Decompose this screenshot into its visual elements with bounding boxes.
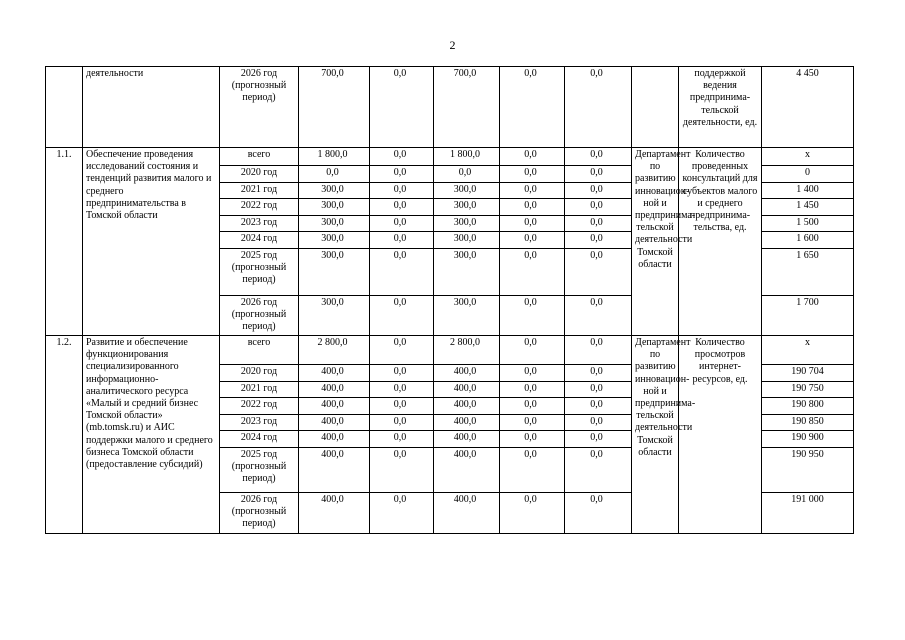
regional-cell: 1 800,0 (434, 148, 500, 166)
regional-cell: 400,0 (434, 431, 500, 448)
target-cell: 1 700 (762, 296, 854, 336)
year-cell: 2020 год (220, 365, 299, 382)
extra-budget-cell: 0,0 (565, 67, 632, 148)
target-cell: 1 400 (762, 183, 854, 199)
total-cell: 300,0 (299, 183, 370, 199)
event-name-cell: Обеспечение проведения исследований состояния и тенденций развития малого и среднего предпринимательства в Томской области (83, 148, 220, 336)
extra-budget-cell: 0,0 (565, 382, 632, 398)
regional-cell: 700,0 (434, 67, 500, 148)
extra-budget-cell: 0,0 (565, 336, 632, 365)
extra-budget-cell: 0,0 (565, 148, 632, 166)
local-cell: 0,0 (500, 232, 565, 249)
extra-budget-cell: 0,0 (565, 296, 632, 336)
total-cell: 300,0 (299, 296, 370, 336)
local-cell: 0,0 (500, 296, 565, 336)
total-cell: 400,0 (299, 493, 370, 534)
total-cell: 300,0 (299, 216, 370, 232)
total-cell: 400,0 (299, 448, 370, 493)
table-row (46, 148, 899, 166)
regional-cell: 300,0 (434, 249, 500, 296)
federal-cell: 0,0 (370, 365, 434, 382)
year-cell: 2026 год (прогнозный период) (220, 493, 299, 534)
local-cell: 0,0 (500, 166, 565, 183)
executor-cell: Департамент по развитию инновацион-ной и предпринима-тельской деятельности Томской области (632, 148, 679, 336)
extra-budget-cell: 0,0 (565, 183, 632, 199)
executor-cell: Департамент по развитию инновацион-ной и предпринима-тельской деятельности Томской области (632, 336, 679, 534)
federal-cell: 0,0 (370, 448, 434, 493)
local-cell: 0,0 (500, 216, 565, 232)
extra-budget-cell: 0,0 (565, 398, 632, 415)
local-cell: 0,0 (500, 183, 565, 199)
local-cell: 0,0 (500, 431, 565, 448)
table-row (46, 336, 899, 365)
table-body (46, 67, 899, 534)
year-cell: 2022 год (220, 199, 299, 216)
extra-budget-cell: 0,0 (565, 493, 632, 534)
total-cell: 400,0 (299, 398, 370, 415)
year-cell: 2022 год (220, 398, 299, 415)
local-cell: 0,0 (500, 382, 565, 398)
target-cell: 1 600 (762, 232, 854, 249)
federal-cell: 0,0 (370, 232, 434, 249)
regional-cell: 300,0 (434, 183, 500, 199)
federal-cell: 0,0 (370, 67, 434, 148)
regional-cell: 300,0 (434, 216, 500, 232)
local-cell: 0,0 (500, 448, 565, 493)
local-cell: 0,0 (500, 493, 565, 534)
target-cell: х (762, 336, 854, 365)
extra-budget-cell: 0,0 (565, 199, 632, 216)
local-cell: 0,0 (500, 365, 565, 382)
extra-budget-cell: 0,0 (565, 216, 632, 232)
page-number: 2 (449, 38, 456, 52)
event-name-cell: деятельности (83, 67, 220, 148)
federal-cell: 0,0 (370, 183, 434, 199)
federal-cell: 0,0 (370, 249, 434, 296)
year-cell: 2023 год (220, 216, 299, 232)
year-cell: 2025 год (прогнозный период) (220, 249, 299, 296)
local-cell: 0,0 (500, 398, 565, 415)
year-cell: 2021 год (220, 183, 299, 199)
total-cell: 300,0 (299, 199, 370, 216)
year-cell: 2024 год (220, 232, 299, 249)
target-cell: 191 000 (762, 493, 854, 534)
regional-cell: 400,0 (434, 448, 500, 493)
table-row (46, 67, 899, 148)
regional-cell: 400,0 (434, 493, 500, 534)
total-cell: 300,0 (299, 249, 370, 296)
extra-budget-cell: 0,0 (565, 448, 632, 493)
target-cell: 190 800 (762, 398, 854, 415)
total-cell: 400,0 (299, 382, 370, 398)
year-cell: 2023 год (220, 415, 299, 431)
program-table (45, 66, 899, 534)
regional-cell: 400,0 (434, 415, 500, 431)
federal-cell: 0,0 (370, 199, 434, 216)
federal-cell: 0,0 (370, 296, 434, 336)
target-cell: 190 850 (762, 415, 854, 431)
year-cell: 2026 год (прогнозный период) (220, 67, 299, 148)
year-cell: 2024 год (220, 431, 299, 448)
row-number-cell (46, 67, 83, 148)
federal-cell: 0,0 (370, 431, 434, 448)
target-cell: 190 950 (762, 448, 854, 493)
year-cell: всего (220, 336, 299, 365)
event-name-cell: Развитие и обеспечение функционирования специализированного информационно-аналитического ресурса «Малый и средний бизнес Томской области» (mb.tomsk.ru) и АИС поддержки малого и среднего бизнеса Томской области (предоставление субсидий) (83, 336, 220, 534)
year-cell: 2026 год (прогнозный период) (220, 296, 299, 336)
total-cell: 400,0 (299, 415, 370, 431)
extra-budget-cell: 0,0 (565, 415, 632, 431)
indicator-cell: поддержкой ведения предпринима-тельской деятельности, ед. (679, 67, 762, 148)
total-cell: 400,0 (299, 365, 370, 382)
federal-cell: 0,0 (370, 336, 434, 365)
local-cell: 0,0 (500, 148, 565, 166)
federal-cell: 0,0 (370, 382, 434, 398)
federal-cell: 0,0 (370, 493, 434, 534)
extra-budget-cell: 0,0 (565, 232, 632, 249)
extra-budget-cell: 0,0 (565, 431, 632, 448)
local-cell: 0,0 (500, 67, 565, 148)
row-number-cell: 1.1. (46, 148, 83, 336)
year-cell: 2021 год (220, 382, 299, 398)
row-number-cell: 1.2. (46, 336, 83, 534)
total-cell: 400,0 (299, 431, 370, 448)
regional-cell: 2 800,0 (434, 336, 500, 365)
target-cell: х (762, 148, 854, 166)
extra-budget-cell: 0,0 (565, 249, 632, 296)
local-cell: 0,0 (500, 415, 565, 431)
regional-cell: 400,0 (434, 398, 500, 415)
local-cell: 0,0 (500, 199, 565, 216)
regional-cell: 0,0 (434, 166, 500, 183)
local-cell: 0,0 (500, 336, 565, 365)
total-cell: 700,0 (299, 67, 370, 148)
target-cell: 190 900 (762, 431, 854, 448)
target-cell: 1 500 (762, 216, 854, 232)
target-cell: 190 750 (762, 382, 854, 398)
target-cell: 1 650 (762, 249, 854, 296)
regional-cell: 400,0 (434, 382, 500, 398)
target-cell: 1 450 (762, 199, 854, 216)
regional-cell: 300,0 (434, 199, 500, 216)
target-cell: 0 (762, 166, 854, 183)
year-cell: 2020 год (220, 166, 299, 183)
federal-cell: 0,0 (370, 166, 434, 183)
total-cell: 2 800,0 (299, 336, 370, 365)
federal-cell: 0,0 (370, 148, 434, 166)
executor-cell (632, 67, 679, 148)
extra-budget-cell: 0,0 (565, 166, 632, 183)
local-cell: 0,0 (500, 249, 565, 296)
regional-cell: 300,0 (434, 296, 500, 336)
indicator-cell: Количество просмотров интернет-ресурсов, ед. (679, 336, 762, 534)
total-cell: 0,0 (299, 166, 370, 183)
target-cell: 190 704 (762, 365, 854, 382)
year-cell: всего (220, 148, 299, 166)
target-cell: 4 450 (762, 67, 854, 148)
regional-cell: 400,0 (434, 365, 500, 382)
federal-cell: 0,0 (370, 216, 434, 232)
total-cell: 1 800,0 (299, 148, 370, 166)
federal-cell: 0,0 (370, 415, 434, 431)
total-cell: 300,0 (299, 232, 370, 249)
extra-budget-cell: 0,0 (565, 365, 632, 382)
year-cell: 2025 год (прогнозный период) (220, 448, 299, 493)
indicator-cell: Количество проведенных консультаций для субъектов малого и среднего предпринима-тельства, ед. (679, 148, 762, 336)
regional-cell: 300,0 (434, 232, 500, 249)
federal-cell: 0,0 (370, 398, 434, 415)
